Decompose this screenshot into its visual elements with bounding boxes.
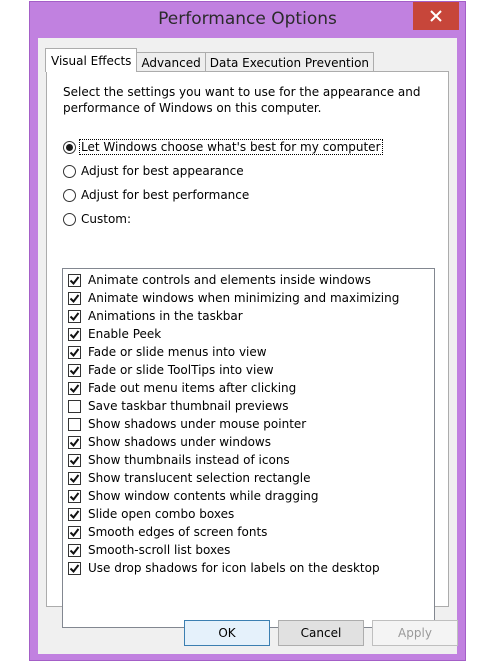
- effect-label: Smooth-scroll list boxes: [88, 543, 231, 557]
- checkmark-icon: [69, 293, 80, 304]
- effect-list-item[interactable]: [68, 307, 243, 325]
- effect-list-item[interactable]: [68, 559, 380, 577]
- radio-button[interactable]: [63, 213, 76, 226]
- checkmark-icon: [69, 347, 80, 358]
- ok-button[interactable]: OK: [184, 620, 270, 646]
- checkmark-icon: [69, 545, 80, 556]
- performance-options-window: [29, 1, 466, 661]
- effect-label: Animate windows when minimizing and maximizing: [88, 291, 400, 305]
- effect-checkbox[interactable]: [68, 472, 81, 485]
- effect-list-item[interactable]: [68, 271, 371, 289]
- radio-label: Adjust for best performance: [81, 188, 250, 202]
- effect-checkbox[interactable]: [68, 382, 81, 395]
- effect-checkbox[interactable]: [68, 274, 81, 287]
- effect-checkbox[interactable]: [68, 364, 81, 377]
- effect-list-item[interactable]: [68, 397, 288, 415]
- checkmark-icon: [69, 563, 80, 574]
- effect-label: Slide open combo boxes: [88, 507, 235, 521]
- close-icon: [430, 10, 442, 22]
- tab-data-execution-prevention[interactable]: Data Execution Prevention: [205, 52, 374, 72]
- checkmark-icon: [69, 275, 80, 286]
- effect-checkbox[interactable]: [68, 346, 81, 359]
- visual-effects-panel: [46, 71, 449, 607]
- effect-checkbox[interactable]: [68, 418, 81, 431]
- effect-list-item[interactable]: [68, 325, 161, 343]
- effect-label: Fade or slide ToolTips into view: [88, 363, 274, 377]
- effect-list-item[interactable]: [68, 505, 234, 523]
- effect-label: Show window contents while dragging: [88, 489, 319, 503]
- effect-label: Show shadows under mouse pointer: [88, 417, 307, 431]
- tab-strip: [46, 48, 374, 72]
- effect-label: Animate controls and elements inside windows: [88, 273, 371, 287]
- effect-list-item[interactable]: [68, 379, 296, 397]
- effect-checkbox[interactable]: [68, 292, 81, 305]
- effect-checkbox[interactable]: [68, 490, 81, 503]
- radio-button[interactable]: [63, 189, 76, 202]
- effect-checkbox[interactable]: [68, 436, 81, 449]
- effect-checkbox[interactable]: [68, 508, 81, 521]
- radio-label: Adjust for best appearance: [81, 164, 244, 178]
- effect-label: Animations in the taskbar: [88, 309, 243, 323]
- effect-checkbox[interactable]: [68, 454, 81, 467]
- effect-checkbox[interactable]: [68, 310, 81, 323]
- tab-visual-effects[interactable]: Visual Effects: [45, 48, 137, 72]
- close-button[interactable]: [413, 2, 459, 30]
- effect-label: Smooth edges of screen fonts: [88, 525, 268, 539]
- effect-list-item[interactable]: [68, 469, 311, 487]
- checkmark-icon: [69, 527, 80, 538]
- effect-label: Save taskbar thumbnail previews: [88, 399, 289, 413]
- checkmark-icon: [69, 455, 80, 466]
- effect-checkbox[interactable]: [68, 328, 81, 341]
- effect-list-item[interactable]: [68, 451, 290, 469]
- effect-list-item[interactable]: [68, 541, 230, 559]
- checkmark-icon: [69, 473, 80, 484]
- radio-best-performance[interactable]: [63, 186, 250, 204]
- effect-checkbox[interactable]: [68, 562, 81, 575]
- effect-list-item[interactable]: [68, 523, 267, 541]
- radio-label: Custom:: [81, 212, 132, 226]
- description-text: Select the settings you want to use for the appearance and performance of Windows on this computer.: [63, 85, 421, 115]
- checkmark-icon: [69, 365, 80, 376]
- radio-let-windows-choose[interactable]: [63, 138, 382, 156]
- radio-button[interactable]: [63, 141, 76, 154]
- radio-custom[interactable]: [63, 210, 132, 228]
- cancel-button[interactable]: Cancel: [278, 620, 364, 646]
- effect-label: Show thumbnails instead of icons: [88, 453, 290, 467]
- effect-label: Enable Peek: [88, 327, 162, 341]
- window-title: Performance Options: [158, 9, 337, 29]
- effect-list-item[interactable]: [68, 433, 271, 451]
- checkmark-icon: [69, 491, 80, 502]
- dialog-client-area: [38, 38, 457, 654]
- effect-list-item[interactable]: [68, 343, 267, 361]
- tab-advanced[interactable]: Advanced: [136, 52, 205, 72]
- effect-label: Fade out menu items after clicking: [88, 381, 297, 395]
- radio-label: Let Windows choose what's best for my computer: [81, 140, 381, 154]
- checkmark-icon: [69, 311, 80, 322]
- checkmark-icon: [69, 383, 80, 394]
- visual-effects-list[interactable]: [62, 268, 435, 628]
- effect-label: Show shadows under windows: [88, 435, 271, 449]
- effect-list-item[interactable]: [68, 289, 399, 307]
- radio-button[interactable]: [63, 165, 76, 178]
- checkmark-icon: [69, 437, 80, 448]
- apply-button[interactable]: Apply: [372, 620, 458, 646]
- effect-label: Fade or slide menus into view: [88, 345, 267, 359]
- effect-label: Show translucent selection rectangle: [88, 471, 311, 485]
- checkmark-icon: [69, 329, 80, 340]
- effect-checkbox[interactable]: [68, 526, 81, 539]
- effect-label: Use drop shadows for icon labels on the desktop: [88, 561, 380, 575]
- effect-list-item[interactable]: [68, 415, 306, 433]
- effect-list-item[interactable]: [68, 361, 274, 379]
- effect-checkbox[interactable]: [68, 544, 81, 557]
- effect-list-item[interactable]: [68, 487, 319, 505]
- effect-checkbox[interactable]: [68, 400, 81, 413]
- radio-best-appearance[interactable]: [63, 162, 245, 180]
- checkmark-icon: [69, 509, 80, 520]
